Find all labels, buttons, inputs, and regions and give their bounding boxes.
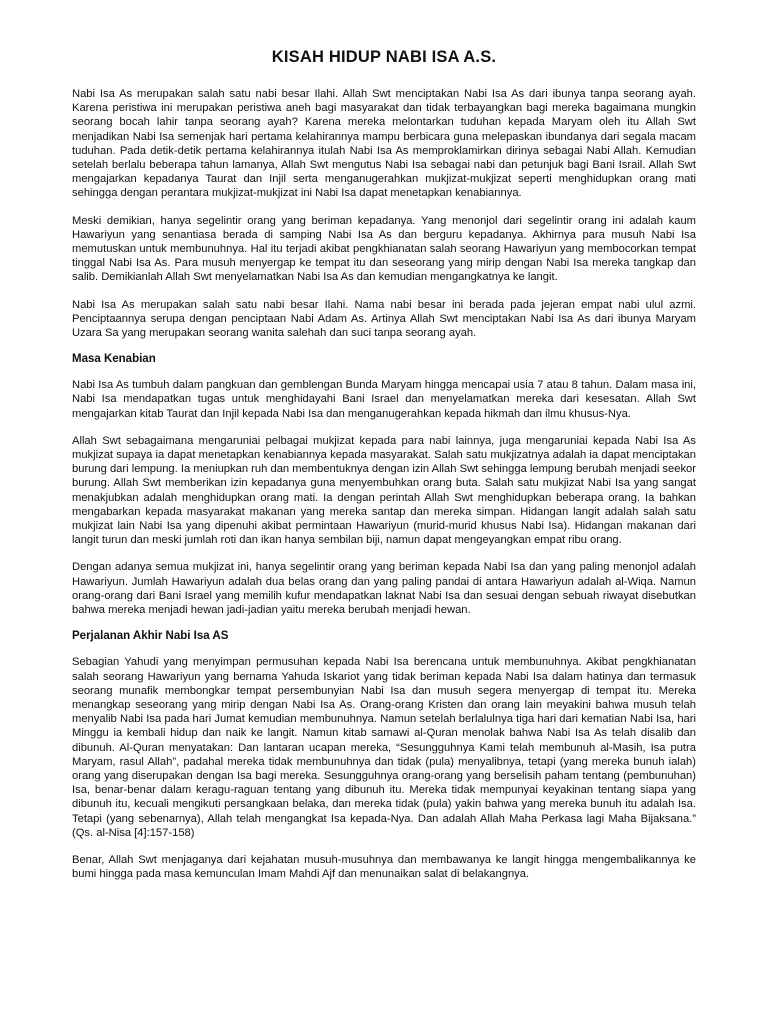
section-heading-perjalanan-akhir: Perjalanan Akhir Nabi Isa AS bbox=[72, 630, 229, 643]
paragraph-5: Allah Swt sebagaimana mengaruniai pelbagai mukjizat kepada para nabi lainnya, juga mengaruniai kepada Nabi Isa As mukjizat supaya ia dapat menetapkan kenabiannya kepada masyarakat. Salah satu mukjizatnya adalah ia dapat menciptakan burung dari lempung. Ia meniupkan ruh dan membentuknya dengan izin Allah Swt sehingga lempung berubah menjadi seekor burung. Allah Swt memberikan izin kepadanya guna menyembuhkan orang buta. Salah satu mukjizat Nabi Isa yang sangat menakjubkan adalah menghidupkan orang mati. Ia dengan perintah Allah Swt menghidupkan beberapa orang. Ia bahkan mengabarkan kepada masyarakat makanan yang mereka santap dan mereka simpan. Hidangan langit adalah salah satu mukjizat lain Nabi Isa yang dipenuhi akibat permintaan Hawariyun (murid-murid khusus Nabi Isa). Hidangan makanan dari langit turun dan meski jumlah roti dan ikan hanya sembilan biji, namun dapat mengeyangkan empat ribu orang. bbox=[72, 434, 696, 547]
paragraph-8: Benar, Allah Swt menjaganya dari kejahatan musuh-musuhnya dan membawanya ke langit hingga mengembalikannya ke bumi hingga pada masa kemunculan Imam Mahdi Ajf dan menunaikan salat di belakangnya. bbox=[72, 853, 696, 881]
paragraph-1: Nabi Isa As merupakan salah satu nabi besar Ilahi. Allah Swt menciptakan Nabi Isa As dari ibunya tanpa seorang ayah. Karena peristiwa ini merupakan peristiwa aneh bagi masyarakat dan tidak terbayangkan bagi mereka bagaimana mungkin seorang bocah lahir tanpa seorang ayah? Karena mereka melontarkan tuduhan kepada Maryam oleh itu Allah Swt menjadikan Nabi Isa semenjak hari pertama kelahirannya mampu berbicara guna melepaskan ibundanya dari segala macam tuduhan. Pada detik-detik pertama kelahirannya itulah Nabi Isa As memproklamirkan dirinya sebagai Nabi Allah. Kemudian setelah berlalu beberapa tahun lamanya, Allah Swt mengutus Nabi Isa sebagai nabi dan petunjuk bagi Bani Israil. Allah Swt mengajarkan kepadanya Taurat dan Injil serta menganugerahkan mukjizat-mukjizat seperti menghidupkan orang mati sehingga dengan perantara mukjizat-mukjizat ini Nabi Isa dapat menetapkan kenabiannya. bbox=[72, 88, 696, 200]
section-heading-masa-kenabian: Masa Kenabian bbox=[72, 353, 156, 366]
paragraph-4: Nabi Isa As tumbuh dalam pangkuan dan gemblengan Bunda Maryam hingga mencapai usia 7 atau 8 tahun. Dalam masa ini, Nabi Isa mendapatkan tugas untuk menghidayahi Bani Israel dan menyelamatkan mereka dari kesesatan. Allah Swt mengajarkan kitab Taurat dan Injil kepada Nabi Isa dan menganugerahkan kepada hikmah dan ilmu khusus-Nya. bbox=[72, 379, 696, 420]
paragraph-6: Dengan adanya semua mukjizat ini, hanya segelintir orang yang beriman kepada Nabi Isa dan yang paling menonjol adalah Hawariyun. Jumlah Hawariyun adalah dua belas orang dan yang paling pandai di antara Hawariyun adalah al-Wiqa. Namun orang-orang dari Bani Israel yang memilih kufur mendapatkan laknat Nabi Isa dan sesuai dengan sebuah riwayat disebutkan bahwa mereka menjadi hewan jadi-jadian yaitu mereka berubah menjadi hewan. bbox=[72, 561, 696, 617]
paragraph-2: Meski demikian, hanya segelintir orang yang beriman kepadanya. Yang menonjol dari segelintir orang ini adalah kaum Hawariyun yang senantiasa berada di samping Nabi Isa As dan berguru kepadanya. Akhirnya para musuh Nabi Isa memutuskan untuk membunuhnya. Hal itu terjadi akibat pengkhianatan salah seorang Hawariyun yang membocorkan tempat tinggal Nabi Isa As. Para musuh menyergap ke tempat itu dan seseorang yang mirip dengan Nabi Isa mereka tangkap dan salib. Demikianlah Allah Swt menyelamatkan Nabi Isa As dan kemudian mengangkatnya ke langit. bbox=[72, 214, 696, 284]
paragraph-3: Nabi Isa As merupakan salah satu nabi besar Ilahi. Nama nabi besar ini berada pada jejeran empat nabi ulul azmi. Penciptaannya serupa dengan penciptaan Nabi Adam As. Artinya Allah Swt menciptakan Nabi Isa As dari ibunya Maryam Uzara Sa yang merupakan seorang wanita salehah dan suci tanpa seorang ayah. bbox=[72, 298, 696, 340]
paragraph-7: Sebagian Yahudi yang menyimpan permusuhan kepada Nabi Isa berencana untuk membunuhnya. Akibat pengkhianatan salah seorang Hawariyun yang bernama Yahuda Iskariot yang tidak beriman kepada Nabi Isa dalam hatinya dan termasuk seorang munafik membongkar tempat persembunyian Nabi Isa dan musuh segera menyergap di tempat itu. Mereka menangkap seseorang yang mirip dengan Nabi Isa As. Orang-orang Kristen dan orang lain meyakini bahwa musuh telah menyalib Nabi Isa pada hari Jumat kemudian membunuhnya. Namun setelah berlalulnya tiga hari dari kematian Nabi Isa, hari Minggu ia kembali hidup dan naik ke langit. Namun kitab samawi al-Quran menolak bahwa Nabi Isa As telah disalib dan dibunuh. Al-Quran menyatakan: Dan lantaran ucapan mereka, “Sesungguhnya Kami telah membunuh al-Masih, Isa putra Maryam, rasul Allah”, padahal mereka tidak membunuhnya dan tidak (pula) menyalibnya, tetapi (yang mereka bunuh ialah) orang yang diserupakan dengan Isa bagi mereka. Sesungguhnya orang-orang yang berselisih paham tentang (pembunuhan) Isa, benar-benar dalam keragu-raguan tentang yang dibunuh itu. Mereka tidak mempunyai keyakinan tentang siapa yang dibunuh itu, kecuali mengikuti persangkaan belaka, dan mereka tidak (pula) yakin bahwa yang mereka bunuh itu adalah Isa. Tetapi (yang sebenarnya), Allah telah mengangkat Isa kepada-Nya. Dan adalah Allah Maha Perkasa lagi Maha Bijaksana.” (Qs. al-Nisa [4]:157-158) bbox=[72, 656, 696, 839]
document-title: KISAH HIDUP NABI ISA A.S. bbox=[271, 48, 497, 66]
